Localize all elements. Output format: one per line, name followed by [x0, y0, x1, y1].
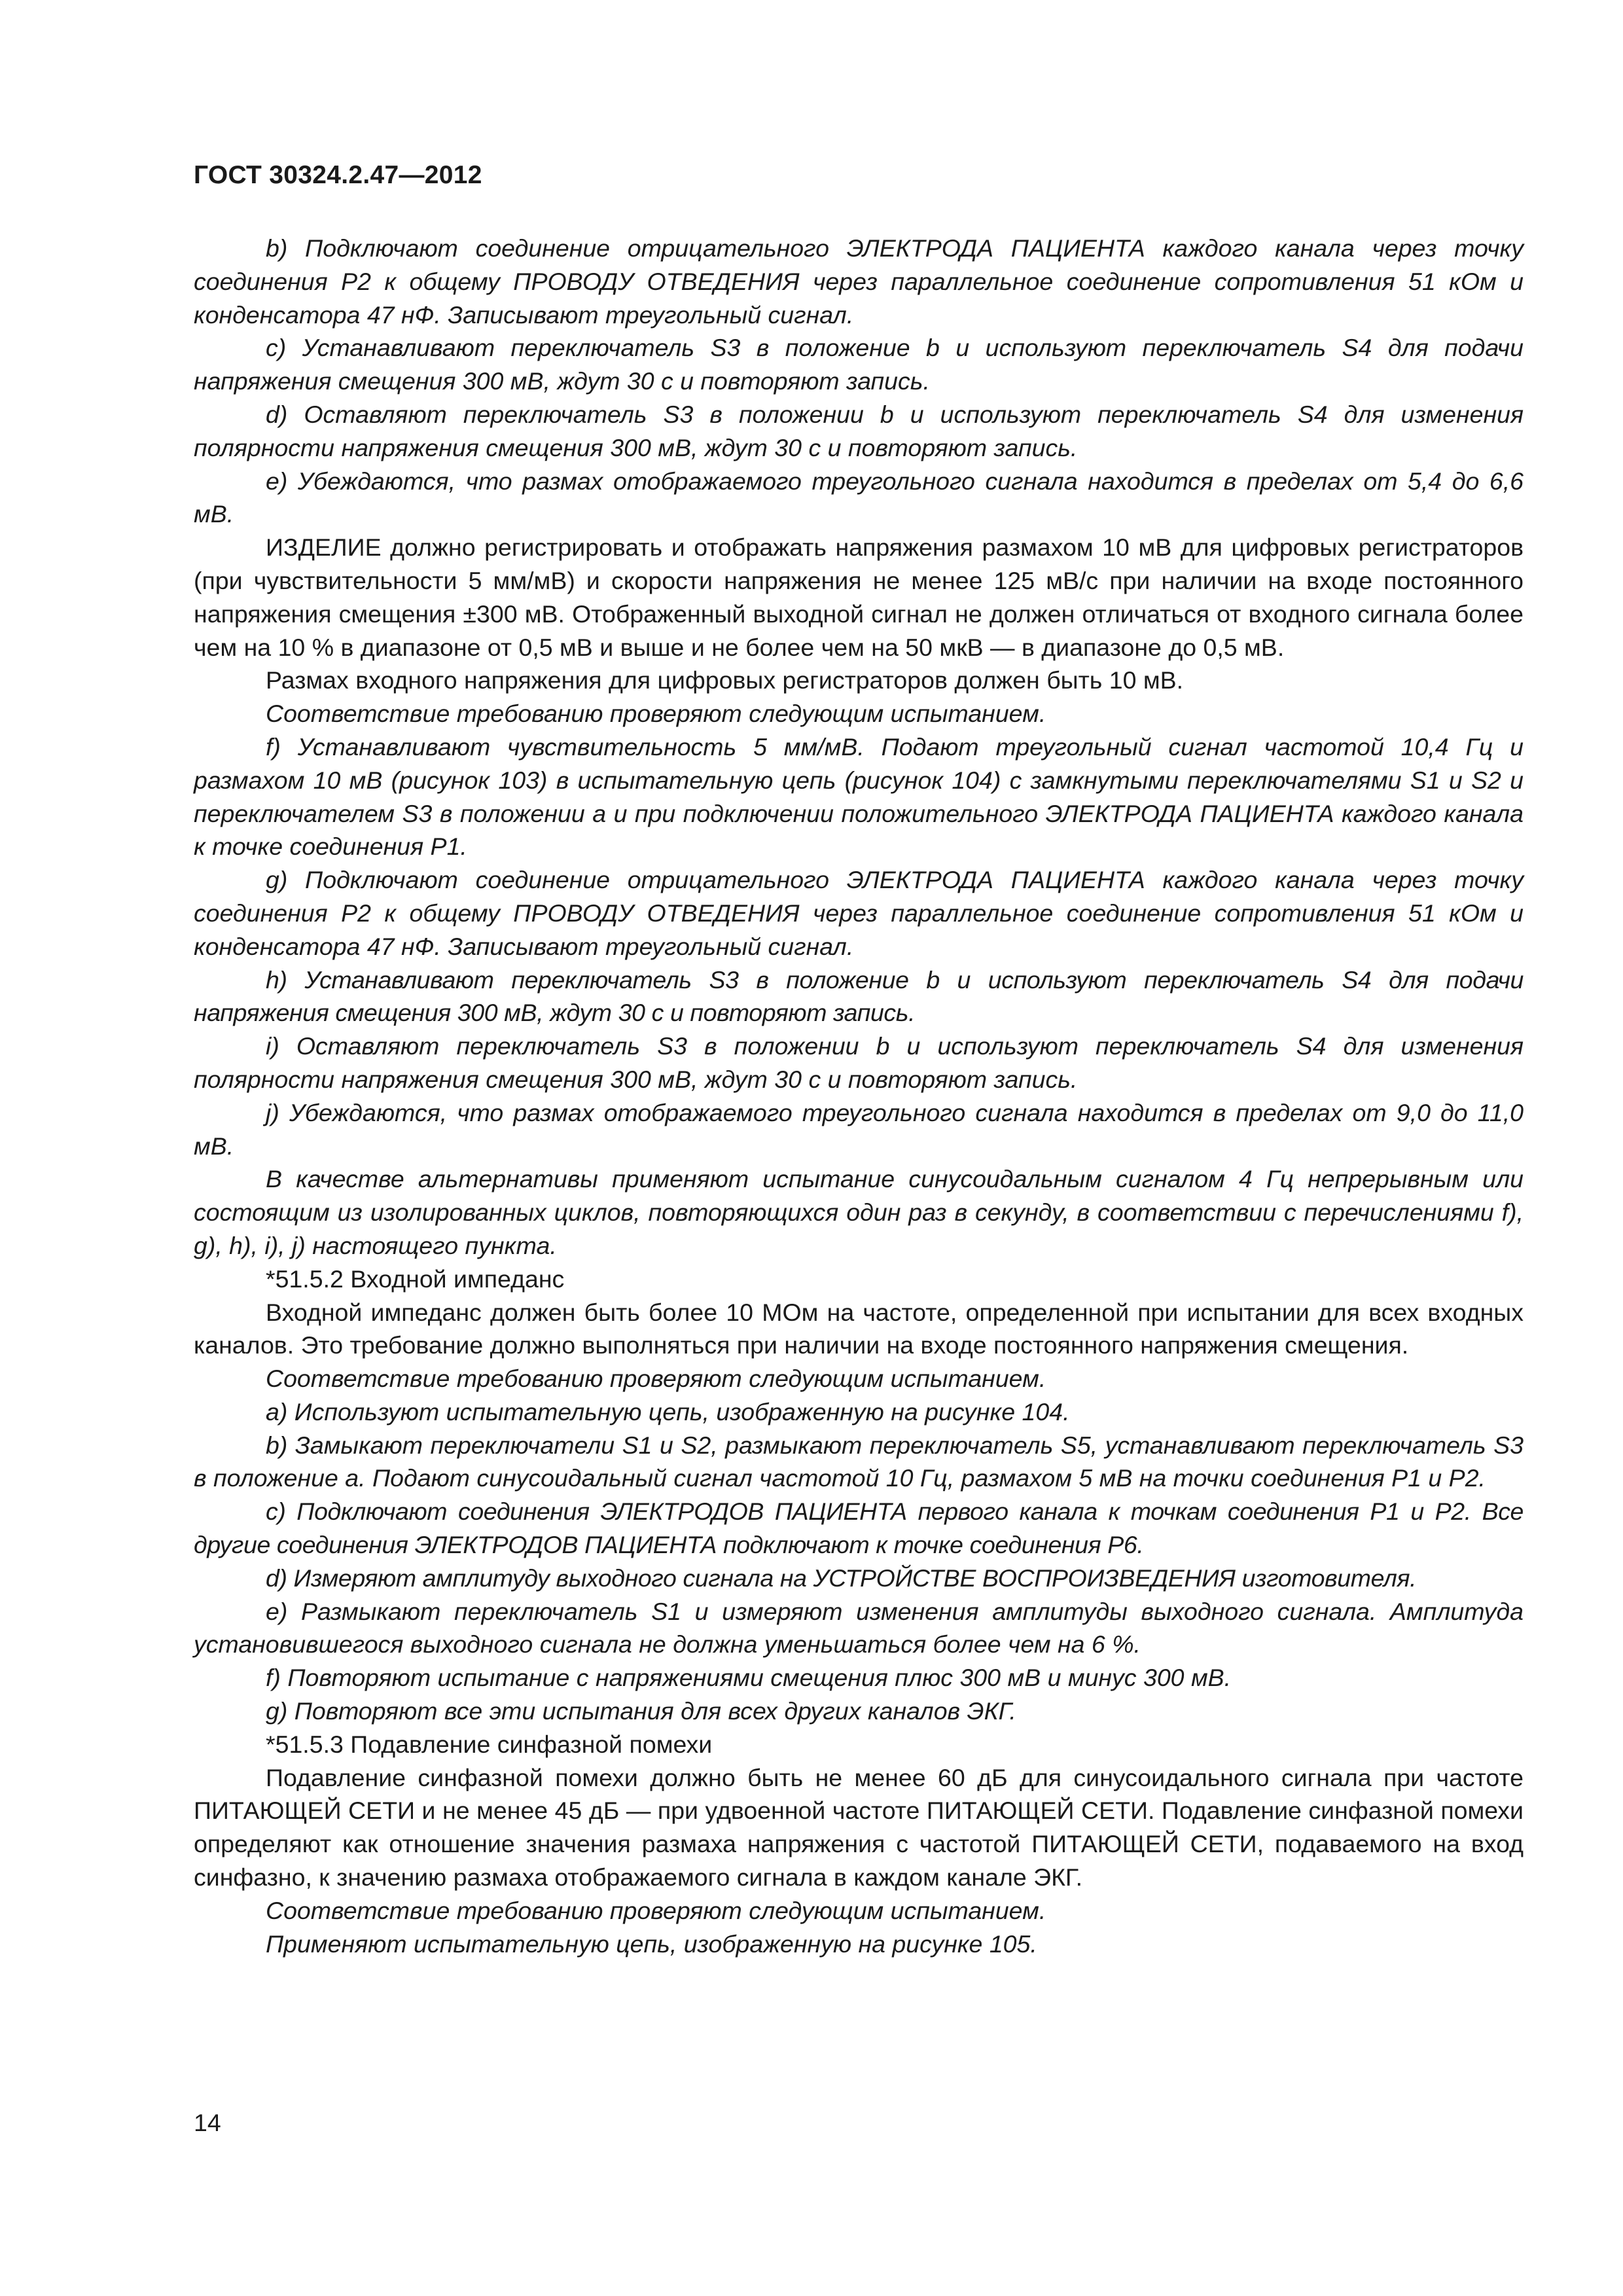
- paragraph: Размах входного напряжения для цифровых регистраторов должен быть 10 мВ.: [266, 666, 1184, 694]
- paragraph: d) Измеряют амплитуду выходного сигнала на УСТРОЙСТВЕ ВОСПРОИЗВЕДЕНИЯ изготовителя.: [266, 1564, 1417, 1592]
- paragraph: *51.5.3 Подавление синфазной помехи: [266, 1730, 713, 1758]
- paragraph: c) Подключают соединения ЭЛЕКТРОДОВ ПАЦИЕНТА первого канала к точкам соединения Р1 и Р2. Все другие соединения ЭЛЕКТРОДОВ ПАЦИЕНТА подключают к точке соединения Р6.: [194, 1498, 1524, 1559]
- paragraph: j) Убеждаются, что размах отображаемого треугольного сигнала находится в пределах от 9,0 до 11,0 мВ.: [194, 1098, 1524, 1160]
- paragraph: a) Используют испытательную цепь, изображенную на рисунке 104.: [266, 1397, 1070, 1426]
- paragraph: e) Размыкают переключатель S1 и измеряют изменения амплитуды выходного сигнала. Амплитуда установившегося выходного сигнала не должна уменьшаться более чем на 6 %.: [194, 1597, 1524, 1659]
- paragraph: Соответствие требованию проверяют следующим испытанием.: [266, 1365, 1046, 1393]
- paragraph: b) Подключают соединение отрицательного ЭЛЕКТРОДА ПАЦИЕНТА каждого канала через точку соединения Р2 к общему ПРОВОДУ ОТВЕДЕНИЯ через параллельное соединение сопротивления 51 кОм и конденсатора 47 нФ. Записывают треугольный сигнал.: [194, 234, 1524, 329]
- paragraph: g) Повторяют все эти испытания для всех других каналов ЭКГ.: [266, 1697, 1016, 1725]
- paragraph: Соответствие требованию проверяют следующим испытанием.: [266, 1896, 1046, 1924]
- paragraph: Входной импеданс должен быть более 10 МОм на частоте, определенной при испытании для всех входных каналов. Это требование должно выполняться при наличии на входе постоянного напряжения смещения.: [194, 1298, 1524, 1359]
- paragraph: Применяют испытательную цепь, изображенную на рисунке 105.: [266, 1929, 1037, 1958]
- paragraph: f) Повторяют испытание с напряжениями смещения плюс 300 мВ и минус 300 мВ.: [266, 1664, 1232, 1692]
- paragraph: i) Оставляют переключатель S3 в положении b и используют переключатель S4 для изменения полярности напряжения смещения 300 мВ, ждут 30 с и повторяют запись.: [194, 1032, 1524, 1093]
- paragraph: Соответствие требованию проверяют следующим испытанием.: [266, 700, 1046, 728]
- paragraph: ИЗДЕЛИЕ должно регистрировать и отображать напряжения размахом 10 мВ для цифровых регистраторов (при чувствительности 5 мм/мВ) и скорости напряжения не менее 125 мВ/с при наличии на входе постоянного напряжения смещения ±300 мВ. Отображенный выходной сигнал не должен отличаться от входного сигнала более чем на 10 % в диапазоне от 0,5 мВ и выше и не более чем на 50 мкВ — в диапазоне до 0,5 мВ.: [194, 533, 1524, 661]
- paragraph: Подавление синфазной помехи должно быть не менее 60 дБ для синусоидального сигнала при частоте ПИТАЮЩЕЙ СЕТИ и не менее 45 дБ — при удвоенной частоте ПИТАЮЩЕЙ СЕТИ. Подавление синфазной помехи определяют как отношение значения размаха напряжения с частотой ПИТАЮЩЕЙ СЕТИ, подаваемого на вход синфазно, к значению размаха отображаемого сигнала в каждом канале ЭКГ.: [194, 1763, 1524, 1892]
- paragraph: d) Оставляют переключатель S3 в положении b и используют переключатель S4 для изменения полярности напряжения смещения 300 мВ, ждут 30 с и повторяют запись.: [194, 400, 1524, 461]
- paragraph: g) Подключают соединение отрицательного ЭЛЕКТРОДА ПАЦИЕНТА каждого канала через точку соединения Р2 к общему ПРОВОДУ ОТВЕДЕНИЯ через параллельное соединение сопротивления 51 кОм и конденсатора 47 нФ. Записывают треугольный сигнал.: [194, 866, 1524, 960]
- paragraph: В качестве альтернативы применяют испытание синусоидальным сигналом 4 Гц непрерывным или состоящим из изолированных циклов, повторяющихся один раз в секунду, в соответствии с перечислениями f), g), h), i), j) настоящего пункта.: [194, 1165, 1524, 1259]
- paragraph: c) Устанавливают переключатель S3 в положение b и используют переключатель S4 для подачи напряжения смещения 300 мВ, ждут 30 с и повторяют запись.: [194, 334, 1524, 395]
- paragraph: e) Убеждаются, что размах отображаемого треугольного сигнала находится в пределах от 5,4 до 6,6 мВ.: [194, 467, 1524, 528]
- paragraph: b) Замыкают переключатели S1 и S2, размыкают переключатель S5, устанавливают переключатель S3 в положение a. Подают синусоидальный сигнал частотой 10 Гц, размахом 5 мВ на точки соединения Р1 и Р2.: [194, 1431, 1524, 1492]
- paragraph: *51.5.2 Входной импеданс: [266, 1265, 565, 1293]
- page-number: 14: [194, 2109, 221, 2136]
- standard-header: ГОСТ 30324.2.47—2012: [194, 161, 482, 189]
- body-text: [194, 232, 1524, 1960]
- paragraph: h) Устанавливают переключатель S3 в положение b и используют переключатель S4 для подачи напряжения смещения 300 мВ, ждут 30 с и повторяют запись.: [194, 965, 1524, 1027]
- paragraph: f) Устанавливают чувствительность 5 мм/мВ. Подают треугольный сигнал частотой 10,4 Гц и размахом 10 мВ (рисунок 103) в испытательную цепь (рисунок 104) с замкнутыми переключателями S1 и S2 и переключателем S3 в положении a и при подключении положительного ЭЛЕКТРОДА ПАЦИЕНТА каждого канала к точке соединения Р1.: [194, 732, 1524, 861]
